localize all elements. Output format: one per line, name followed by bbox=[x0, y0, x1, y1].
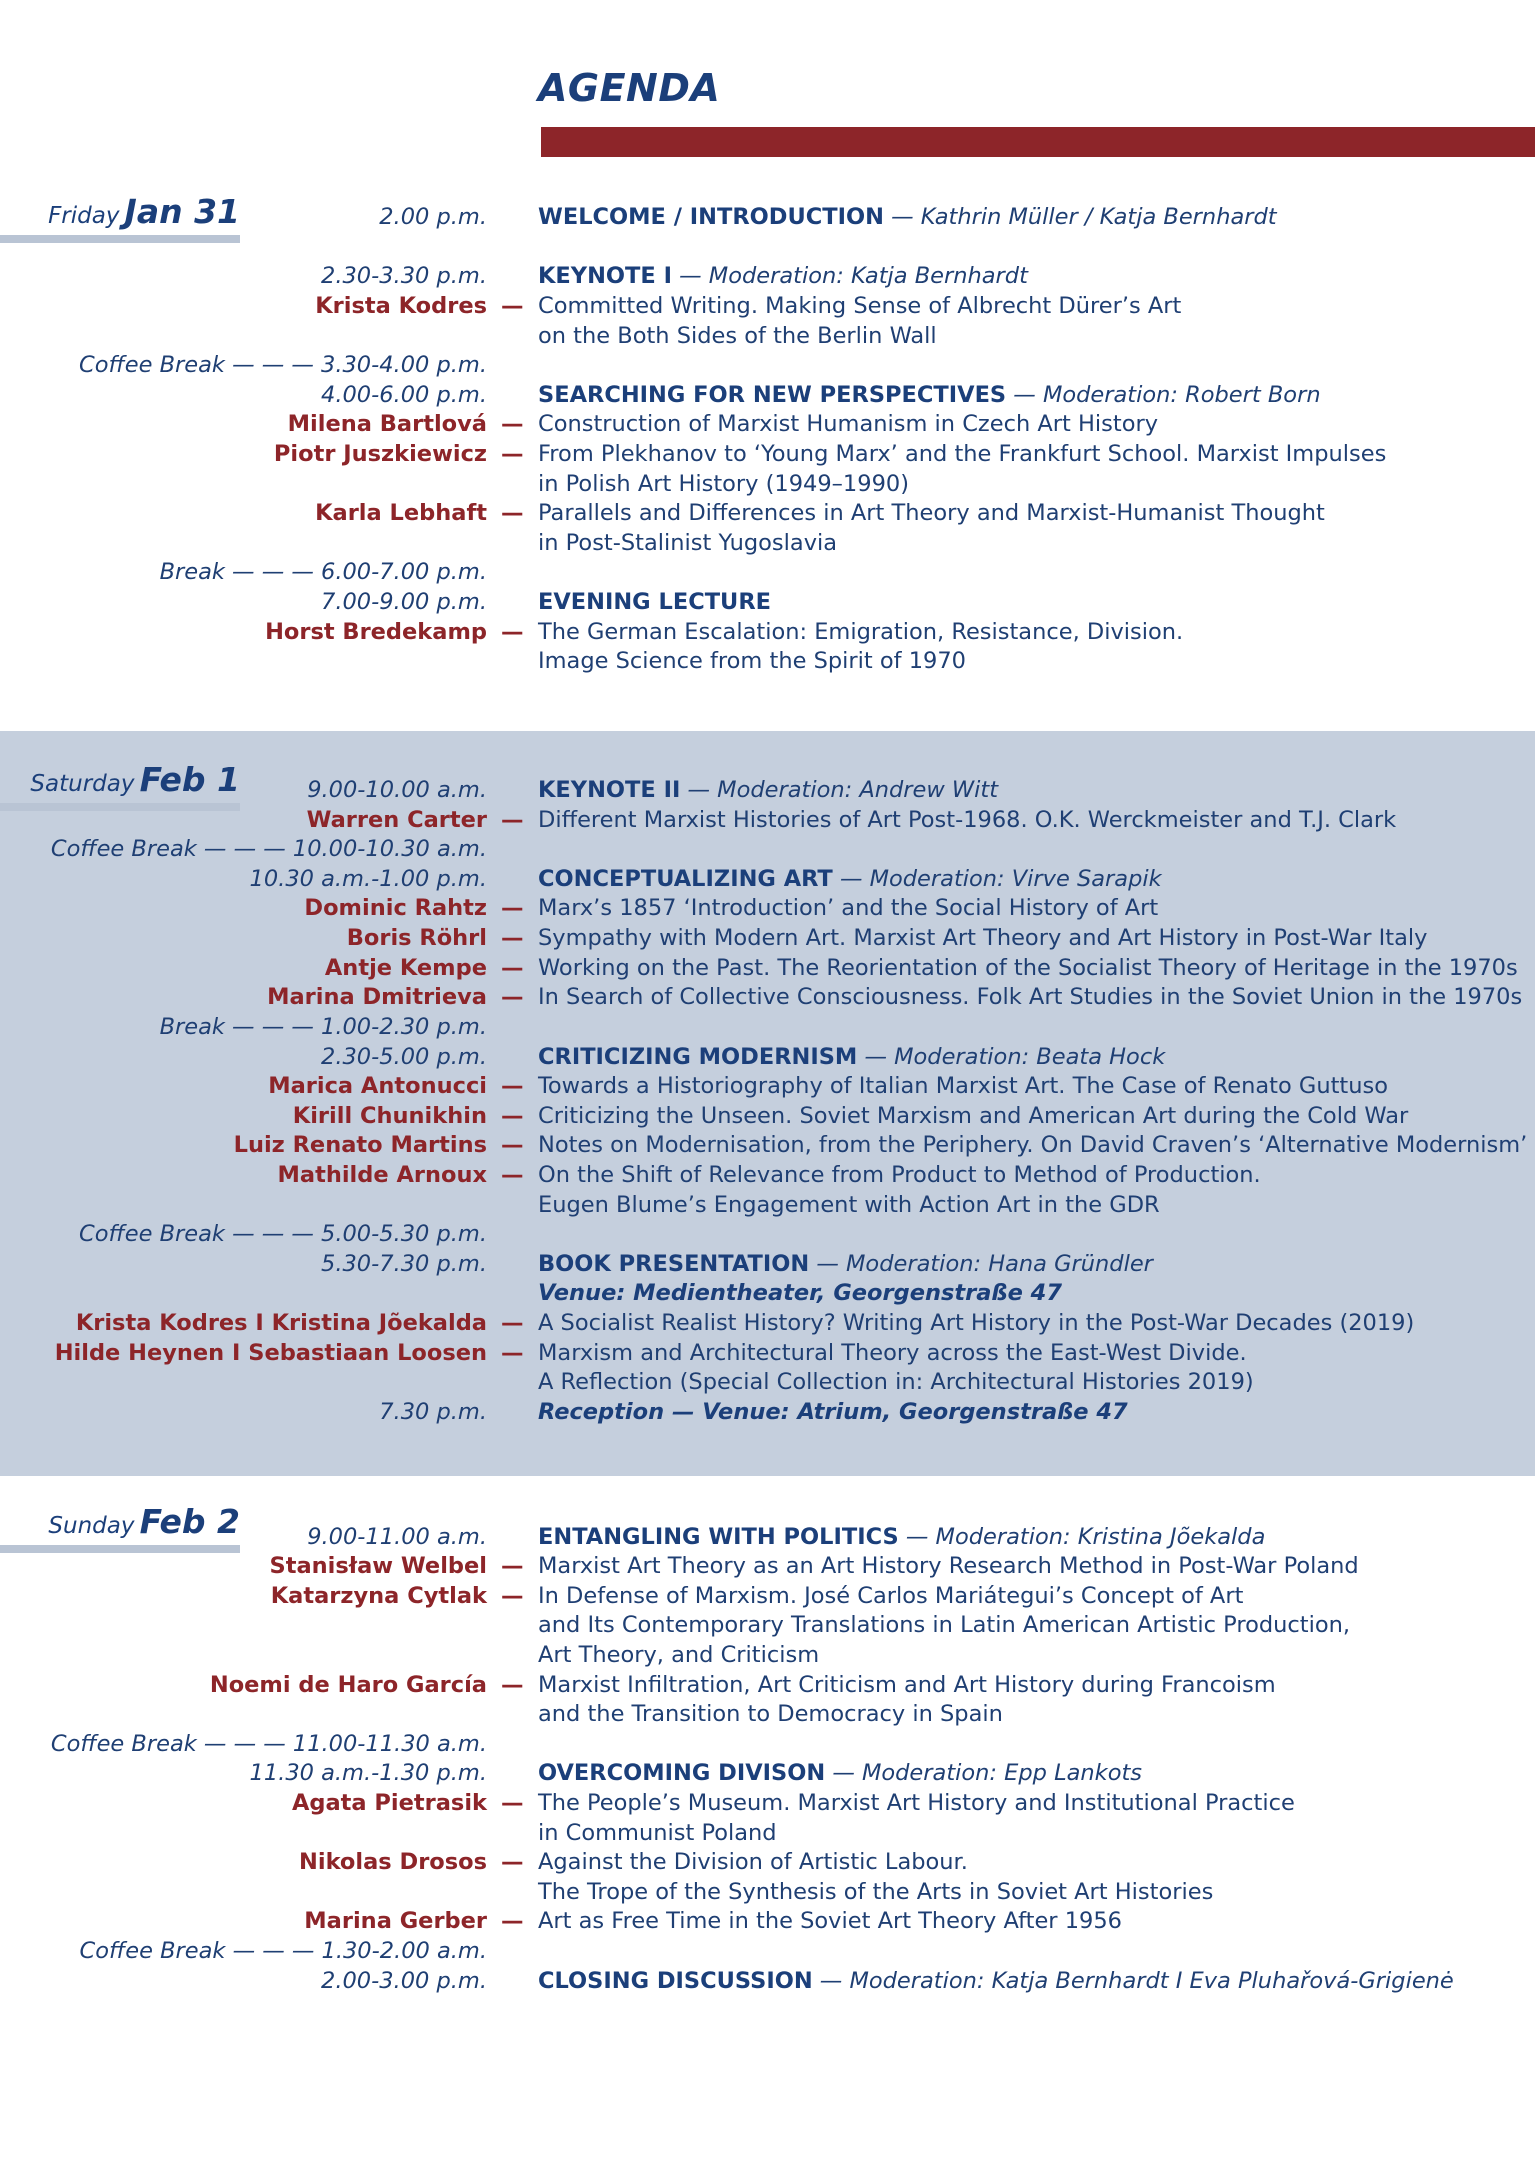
time-label: 11.30 a.m.-1.30 p.m. bbox=[249, 1760, 487, 1786]
agenda-row bbox=[0, 1818, 1535, 1848]
time-label: 4.00-6.00 p.m. bbox=[321, 382, 487, 408]
agenda-row bbox=[0, 1397, 1535, 1427]
talk-title: In Search of Collective Consciousness. Folk Art Studies in the Soviet Union in the 1970s bbox=[538, 984, 1523, 1010]
session-entry bbox=[538, 202, 1277, 232]
weekday: Saturday bbox=[30, 771, 135, 797]
agenda-row bbox=[0, 1877, 1535, 1907]
talk-title: The German Escalation: Emigration, Resistance, Division. bbox=[538, 619, 1184, 645]
agenda-row bbox=[0, 1906, 1535, 1936]
speaker-name: Kirill Chunikhin bbox=[292, 1103, 487, 1129]
agenda-row bbox=[0, 1610, 1535, 1640]
session-moderation: — Moderation: Virve Sarapik bbox=[832, 866, 1162, 892]
break-label: Break — — — 6.00-7.00 p.m. bbox=[159, 559, 487, 585]
dash-separator: — bbox=[501, 984, 524, 1010]
time-label: 10.30 a.m.-1.00 p.m. bbox=[249, 866, 487, 892]
session-entry bbox=[538, 1042, 1165, 1072]
dash-separator: — bbox=[501, 1162, 524, 1188]
session-moderation: — Kathrin Müller / Katja Bernhardt bbox=[883, 204, 1277, 230]
talk-title: On the Shift of Relevance from Product to Method of Production. bbox=[538, 1162, 1261, 1188]
page-title: AGENDA bbox=[538, 66, 721, 110]
session-title: OVERCOMING DIVISON bbox=[538, 1760, 826, 1786]
time-label: 7.00-9.00 p.m. bbox=[321, 589, 487, 615]
talk-title: in Post-Stalinist Yugoslavia bbox=[538, 530, 838, 556]
agenda-row bbox=[0, 261, 1535, 291]
date: Feb 1 bbox=[139, 760, 240, 799]
agenda-row bbox=[0, 528, 1535, 558]
agenda-row bbox=[0, 1160, 1535, 1190]
talk-title: in Communist Poland bbox=[538, 1820, 777, 1846]
agenda-row bbox=[0, 775, 1535, 805]
talk-title: Construction of Marxist Humanism in Czech Art History bbox=[538, 411, 1159, 437]
session-moderation: — Moderation: Andrew Witt bbox=[680, 777, 999, 803]
talk-title: Marxism and Architectural Theory across the East-West Divide. bbox=[538, 1340, 1247, 1366]
time-label: 2.00-3.00 p.m. bbox=[321, 1968, 487, 1994]
agenda-row bbox=[0, 1367, 1535, 1397]
talk-title: Parallels and Differences in Art Theory and Marxist-Humanist Thought bbox=[538, 500, 1325, 526]
time-label: 7.30 p.m. bbox=[379, 1399, 487, 1425]
time-label: 2.00 p.m. bbox=[379, 204, 487, 230]
talk-title: Notes on Modernisation, from the Periphery. On David Craven’s ‘Alternative Modernism’ bbox=[538, 1132, 1528, 1158]
talk-title: Marxist Art Theory as an Art History Research Method in Post-War Poland bbox=[538, 1553, 1359, 1579]
agenda-row bbox=[0, 380, 1535, 410]
dash-separator: — bbox=[501, 1340, 524, 1366]
break-label: Coffee Break — — — 3.30-4.00 p.m. bbox=[79, 352, 487, 378]
session-entry bbox=[538, 775, 998, 805]
talk-title: Marx’s 1857 ‘Introduction’ and the Social History of Art bbox=[538, 895, 1159, 921]
reception-line: Reception — Venue: Atrium, Georgenstraße 47 bbox=[538, 1399, 1128, 1425]
dash-separator: — bbox=[501, 1790, 524, 1816]
talk-title: From Plekhanov to ‘Young Marx’ and the Frankfurt School. Marxist Impulses bbox=[538, 441, 1387, 467]
agenda-row bbox=[0, 439, 1535, 469]
talk-title: Working on the Past. The Reorientation of the Socialist Theory of Heritage in the 1970s bbox=[538, 955, 1518, 981]
talk-title: Image Science from the Spirit of 1970 bbox=[538, 648, 966, 674]
dash-separator: — bbox=[501, 1310, 524, 1336]
talk-title: In Defense of Marxism. José Carlos Mariátegui’s Concept of Art bbox=[538, 1583, 1244, 1609]
agenda-row bbox=[0, 864, 1535, 894]
time-label: 5.30-7.30 p.m. bbox=[321, 1251, 487, 1277]
talk-title: Against the Division of Artistic Labour. bbox=[538, 1849, 968, 1875]
dash-separator: — bbox=[501, 807, 524, 833]
speaker-name: Karla Lebhaft bbox=[315, 500, 487, 526]
session-entry bbox=[538, 1522, 1265, 1552]
agenda-row bbox=[0, 1699, 1535, 1729]
session-entry bbox=[538, 587, 771, 617]
agenda-row bbox=[0, 1012, 1535, 1042]
agenda-row bbox=[0, 1278, 1535, 1308]
agenda-row bbox=[0, 1249, 1535, 1279]
agenda-row bbox=[0, 1758, 1535, 1788]
talk-title: Eugen Blume’s Engagement with Action Art in the GDR bbox=[538, 1192, 1160, 1218]
session-moderation: — Moderation: Epp Lankots bbox=[825, 1760, 1143, 1786]
agenda-row bbox=[0, 350, 1535, 380]
agenda-row bbox=[0, 1190, 1535, 1220]
dash-separator: — bbox=[501, 1849, 524, 1875]
speaker-name: Hilde Heynen I Sebastiaan Loosen bbox=[54, 1340, 487, 1366]
speaker-name: Agata Pietrasik bbox=[291, 1790, 487, 1816]
agenda-row bbox=[0, 1670, 1535, 1700]
weekday: Friday bbox=[48, 203, 120, 229]
agenda-row bbox=[0, 1101, 1535, 1131]
talk-title: Different Marxist Histories of Art Post-1968. O.K. Werckmeister and T.J. Clark bbox=[538, 807, 1397, 833]
talk-title: on the Both Sides of the Berlin Wall bbox=[538, 323, 937, 349]
agenda-row bbox=[0, 1581, 1535, 1611]
session-title: KEYNOTE II bbox=[538, 777, 681, 803]
agenda-row bbox=[0, 617, 1535, 647]
speaker-name: Marica Antonucci bbox=[268, 1073, 487, 1099]
agenda-row bbox=[0, 557, 1535, 587]
agenda-row bbox=[0, 1219, 1535, 1249]
session-moderation: — Moderation: Katja Bernhardt bbox=[671, 263, 1028, 289]
agenda-row bbox=[0, 1551, 1535, 1581]
session-moderation: — Moderation: Hana Gründler bbox=[809, 1251, 1153, 1277]
date: Jan 31 bbox=[124, 192, 240, 231]
session-title: CLOSING DISCUSSION bbox=[538, 1968, 813, 1994]
talk-title: The People’s Museum. Marxist Art History and Institutional Practice bbox=[538, 1790, 1295, 1816]
session-title: CRITICIZING MODERNISM bbox=[538, 1044, 858, 1070]
time-label: 9.00-10.00 a.m. bbox=[307, 777, 487, 803]
speaker-name: Luiz Renato Martins bbox=[233, 1132, 487, 1158]
talk-title: The Trope of the Synthesis of the Arts in Soviet Art Histories bbox=[538, 1879, 1214, 1905]
agenda-row bbox=[0, 893, 1535, 923]
talk-title: Towards a Historiography of Italian Marxist Art. The Case of Renato Guttuso bbox=[538, 1073, 1388, 1099]
break-label: Coffee Break — — — 10.00-10.30 a.m. bbox=[50, 836, 487, 862]
talk-title: Marxist Infiltration, Art Criticism and Art History during Francoism bbox=[538, 1672, 1276, 1698]
talk-title: Criticizing the Unseen. Soviet Marxism and American Art during the Cold War bbox=[538, 1103, 1409, 1129]
break-label: Coffee Break — — — 1.30-2.00 a.m. bbox=[79, 1938, 487, 1964]
break-label: Coffee Break — — — 5.00-5.30 p.m. bbox=[79, 1221, 487, 1247]
agenda-row bbox=[0, 1640, 1535, 1670]
session-title: CONCEPTUALIZING ART bbox=[538, 866, 833, 892]
weekday: Sunday bbox=[48, 1513, 135, 1539]
speaker-name: Krista Kodres bbox=[315, 293, 487, 319]
talk-title: Sympathy with Modern Art. Marxist Art Theory and Art History in Post-War Italy bbox=[538, 925, 1428, 951]
session-title: KEYNOTE I bbox=[538, 263, 672, 289]
dash-separator: — bbox=[501, 1553, 524, 1579]
dash-separator: — bbox=[501, 955, 524, 981]
speaker-name: Dominic Rahtz bbox=[304, 895, 487, 921]
session-title: EVENING LECTURE bbox=[538, 589, 772, 615]
agenda-row bbox=[0, 1130, 1535, 1160]
session-entry bbox=[538, 864, 1162, 894]
agenda-row bbox=[0, 409, 1535, 439]
title-accent-bar bbox=[541, 127, 1535, 157]
dash-separator: — bbox=[501, 1672, 524, 1698]
speaker-name: Noemi de Haro García bbox=[209, 1672, 487, 1698]
agenda-row bbox=[0, 953, 1535, 983]
talk-title: in Polish Art History (1949–1990) bbox=[538, 471, 909, 497]
time-label: 2.30-5.00 p.m. bbox=[321, 1044, 487, 1070]
dash-separator: — bbox=[501, 1908, 524, 1934]
talk-title: and Its Contemporary Translations in Latin American Artistic Production, bbox=[538, 1612, 1350, 1638]
speaker-name: Horst Bredekamp bbox=[265, 619, 487, 645]
agenda-row bbox=[0, 291, 1535, 321]
agenda-row bbox=[0, 587, 1535, 617]
agenda-row bbox=[0, 805, 1535, 835]
dash-separator: — bbox=[501, 895, 524, 921]
date: Feb 2 bbox=[139, 1502, 240, 1541]
session-entry bbox=[538, 1758, 1142, 1788]
agenda-row bbox=[0, 1966, 1535, 1996]
agenda-row bbox=[0, 1847, 1535, 1877]
agenda-row bbox=[0, 1042, 1535, 1072]
agenda-row bbox=[0, 646, 1535, 676]
agenda-row bbox=[0, 1338, 1535, 1368]
speaker-name: Marina Dmitrieva bbox=[267, 984, 487, 1010]
dash-separator: — bbox=[501, 441, 524, 467]
dash-separator: — bbox=[501, 925, 524, 951]
speaker-name: Mathilde Arnoux bbox=[277, 1162, 487, 1188]
dash-separator: — bbox=[501, 1103, 524, 1129]
session-title: SEARCHING FOR NEW PERSPECTIVES bbox=[538, 382, 1007, 408]
speaker-name: Boris Röhrl bbox=[346, 925, 487, 951]
dash-separator: — bbox=[501, 293, 524, 319]
session-title: WELCOME / INTRODUCTION bbox=[538, 204, 884, 230]
session-entry bbox=[538, 261, 1028, 291]
agenda-row bbox=[0, 1788, 1535, 1818]
agenda-row bbox=[0, 1308, 1535, 1338]
agenda-row bbox=[0, 202, 1535, 232]
agenda-row bbox=[0, 923, 1535, 953]
venue-line: Venue: Medientheater, Georgenstraße 47 bbox=[538, 1280, 1062, 1306]
speaker-name: Stanisław Welbel bbox=[269, 1553, 487, 1579]
session-moderation: — Moderation: Katja Bernhardt I Eva Pluhařová-Grigienė bbox=[812, 1968, 1454, 1994]
agenda-row bbox=[0, 1936, 1535, 1966]
talk-title: Art as Free Time in the Soviet Art Theory After 1956 bbox=[538, 1908, 1122, 1934]
break-label: Coffee Break — — — 11.00-11.30 a.m. bbox=[50, 1731, 487, 1757]
speaker-name: Katarzyna Cytlak bbox=[270, 1583, 487, 1609]
session-moderation: — Moderation: Beata Hock bbox=[857, 1044, 1166, 1070]
session-moderation: — Moderation: Kristina Jõekalda bbox=[898, 1524, 1266, 1550]
time-label: 9.00-11.00 a.m. bbox=[307, 1524, 487, 1550]
speaker-name: Milena Bartlová bbox=[287, 411, 487, 437]
agenda-row bbox=[0, 498, 1535, 528]
agenda-row bbox=[0, 1729, 1535, 1759]
session-title: ENTANGLING WITH POLITICS bbox=[538, 1524, 899, 1550]
speaker-name: Krista Kodres I Kristina Jõekalda bbox=[75, 1310, 487, 1336]
session-entry bbox=[538, 380, 1321, 410]
agenda-row bbox=[0, 321, 1535, 351]
dash-separator: — bbox=[501, 411, 524, 437]
session-title: BOOK PRESENTATION bbox=[538, 1251, 810, 1277]
session-entry bbox=[538, 1249, 1153, 1279]
speaker-name: Warren Carter bbox=[306, 807, 487, 833]
dash-separator: — bbox=[501, 1583, 524, 1609]
agenda-row bbox=[0, 834, 1535, 864]
day-underline bbox=[0, 235, 240, 243]
agenda-row bbox=[0, 1522, 1535, 1552]
session-moderation: — Moderation: Robert Born bbox=[1006, 382, 1321, 408]
talk-title: and the Transition to Democracy in Spain bbox=[538, 1701, 1003, 1727]
talk-title: Committed Writing. Making Sense of Albrecht Dürer’s Art bbox=[538, 293, 1182, 319]
agenda-row bbox=[0, 1071, 1535, 1101]
dash-separator: — bbox=[501, 500, 524, 526]
time-label: 2.30-3.30 p.m. bbox=[321, 263, 487, 289]
talk-title: A Reflection (Special Collection in: Architectural Histories 2019) bbox=[538, 1369, 1254, 1395]
talk-title: A Socialist Realist History? Writing Art History in the Post-War Decades (2019) bbox=[538, 1310, 1415, 1336]
speaker-name: Marina Gerber bbox=[304, 1908, 487, 1934]
session-entry bbox=[538, 1966, 1454, 1996]
agenda-row bbox=[0, 982, 1535, 1012]
talk-title: Art Theory, and Criticism bbox=[538, 1642, 820, 1668]
speaker-name: Piotr Juszkiewicz bbox=[273, 441, 487, 467]
speaker-name: Nikolas Drosos bbox=[299, 1849, 487, 1875]
dash-separator: — bbox=[501, 1132, 524, 1158]
break-label: Break — — — 1.00-2.30 p.m. bbox=[159, 1014, 487, 1040]
dash-separator: — bbox=[501, 619, 524, 645]
agenda-row bbox=[0, 469, 1535, 499]
dash-separator: — bbox=[501, 1073, 524, 1099]
speaker-name: Antje Kempe bbox=[324, 955, 487, 981]
